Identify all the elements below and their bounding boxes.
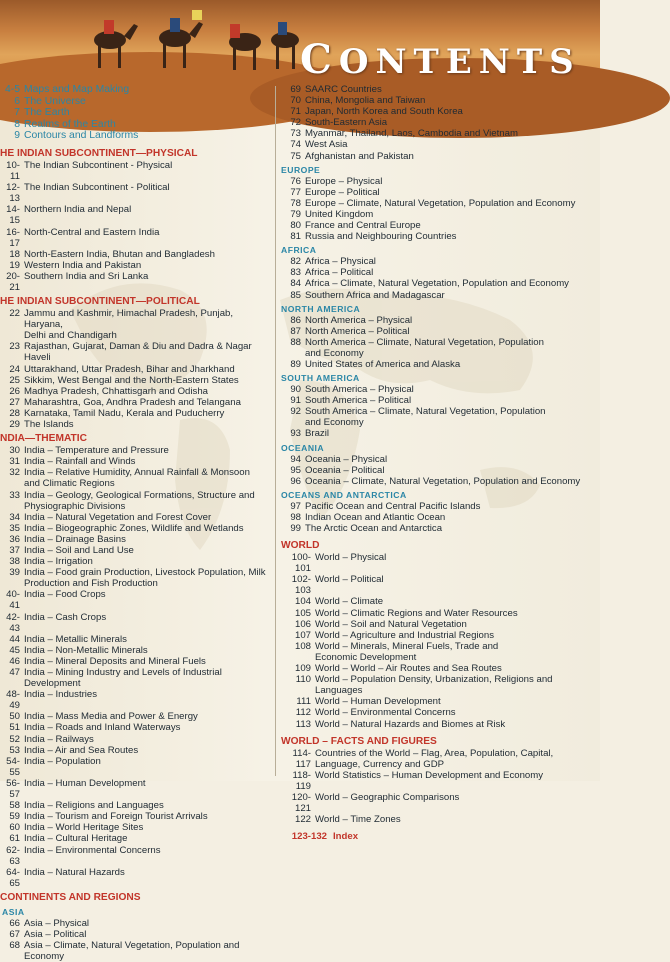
toc-entry[interactable]: 85 Southern Africa and Madagascar [290, 289, 445, 301]
toc-entry[interactable]: 78 Europe – Climate, Natural Vegetation, Population and Economy [290, 197, 576, 209]
toc-entry[interactable]: 6 The Universe [14, 95, 86, 107]
toc-entry[interactable]: 7 The Earth [14, 107, 70, 119]
toc-entry[interactable]: 94 Oceania – Physical [290, 453, 388, 465]
header-banner-photo [0, 0, 600, 83]
toc-entry[interactable]: 98 Indian Ocean and Atlantic Ocean [290, 511, 446, 523]
toc-entry[interactable]: 33 India – Geology, Geological Formations, Structure and Physiographic Divisions [9, 489, 255, 512]
toc-entry[interactable]: 71 Japan, North Korea and South Korea [290, 106, 463, 118]
toc-entry[interactable]: 29 The Islands [9, 419, 74, 431]
toc-entry[interactable]: 70 China, Mongolia and Taiwan [290, 95, 426, 107]
toc-entry[interactable]: 93 Brazil [290, 428, 329, 440]
toc-entry[interactable]: 24 Uttarakhand, Uttar Pradesh, Bihar and Jharkhand [9, 363, 235, 375]
south-america-list [281, 384, 597, 439]
toc-entry[interactable]: 86 North America – Physical [290, 314, 413, 326]
toc-entry[interactable]: 35 India – Biogeographic Zones, Wildlife and Wetlands [9, 522, 244, 534]
column-divider [275, 86, 276, 776]
toc-entry[interactable]: 47 India – Mining Industry and Levels of Industrial Development [9, 667, 222, 690]
toc-entry[interactable]: 56-57 India – Human Development [6, 777, 146, 801]
toc-entry[interactable]: 45 India – Non-Metallic Minerals [9, 644, 148, 656]
toc-entry[interactable]: 89 United States of America and Alaska [290, 358, 461, 370]
toc-entry[interactable]: 34 India – Natural Vegetation and Forest Cover [9, 511, 212, 523]
toc-entry[interactable]: 37 India – Soil and Land Use [9, 544, 134, 556]
toc-entry[interactable]: 72 South-Eastern Asia [290, 117, 388, 129]
toc-entry[interactable]: 61 India – Cultural Heritage [9, 833, 128, 845]
toc-entry[interactable]: 9 Contours and Landforms [14, 130, 139, 142]
toc-entry[interactable]: 80 France and Central Europe [290, 220, 421, 232]
toc-entry[interactable]: 120-121 World – Geographic Comparisons [291, 791, 460, 815]
toc-entry[interactable]: 87 North America – Political [290, 325, 410, 337]
toc-entry[interactable]: 76 Europe – Physical [290, 175, 383, 187]
world-list [281, 552, 597, 730]
toc-entry[interactable]: 46 India – Mineral Deposits and Mineral Fuels [9, 655, 206, 667]
toc-entry-index[interactable]: 123-132 Index [291, 831, 359, 843]
toc-entry[interactable]: 118-119 World Statistics – Human Development and Economy [292, 769, 544, 792]
toc-entry[interactable]: 95 Oceania – Political [290, 464, 385, 476]
toc-entry[interactable]: 58 India – Religions and Languages [9, 800, 164, 812]
toc-entry[interactable]: 111 World – Human Development [296, 696, 441, 708]
subsection-heading-europe: EUROPE [281, 164, 321, 175]
toc-entry[interactable]: 31 India – Rainfall and Winds [9, 456, 136, 468]
toc-entry[interactable]: 74 West Asia [290, 139, 348, 151]
subsection-heading-africa: AFRICA [281, 245, 317, 256]
toc-entry[interactable]: 91 South America – Political [290, 395, 412, 407]
toc-entry[interactable]: 59 India – Tourism and Foreign Tourist Arrivals [9, 811, 208, 823]
toc-entry[interactable]: 20-21 Southern India and Sri Lanka [6, 270, 149, 293]
toc-entry[interactable]: 12-13 The Indian Subcontinent - Political [6, 182, 170, 205]
toc-entry[interactable]: 10-11 The Indian Subcontinent - Physical [6, 159, 173, 183]
toc-entry[interactable]: 84 Africa – Climate, Natural Vegetation, Population and Economy [290, 278, 569, 290]
toc-entry[interactable]: 105 World – Climatic Regions and Water Resources [294, 607, 518, 619]
toc-entry[interactable]: 18 North-Eastern India, Bhutan and Bangladesh [9, 248, 215, 260]
toc-entry[interactable]: 97 Pacific Ocean and Central Pacific Islands [290, 500, 481, 512]
toc-entry[interactable]: 62-63 India – Environmental Concerns [6, 844, 161, 867]
toc-entry[interactable]: 75 Afghanistan and Pakistan [290, 150, 414, 162]
toc-entry[interactable]: 109 World – World – Air Routes and Sea Routes [294, 663, 502, 675]
toc-entry[interactable]: 102-103 World – Political [291, 574, 384, 597]
toc-entry[interactable]: 4-5 Maps and Map Making [4, 84, 130, 95]
toc-entry[interactable]: 69 SAARC Countries [290, 84, 382, 95]
toc-entry[interactable]: 44 India – Metallic Minerals [9, 633, 127, 645]
toc-entry[interactable]: 81 Russia and Neighbouring Countries [290, 231, 457, 243]
toc-entry[interactable]: 8 Realms of the Earth [14, 118, 116, 130]
toc-entry[interactable]: 100-101 World – Physical [291, 552, 387, 575]
toc-entry[interactable]: 64-65 India – Natural Hazards [6, 866, 125, 889]
toc-entry[interactable]: 88 North America – Climate, Natural Vegetation, Population and Economy [290, 336, 544, 359]
asia-list-left [0, 918, 272, 962]
subsection-heading-oceania: OCEANIA [281, 442, 325, 453]
section-heading-physical: HE INDIAN SUBCONTINENT—PHYSICAL [0, 147, 198, 159]
toc-entry[interactable]: 26 Madhya Pradesh, Chhattisgarh and Odisha [9, 385, 208, 397]
toc-entry[interactable]: 77 Europe – Political [290, 186, 380, 198]
toc-entry[interactable]: 14-15 Northern India and Nepal [6, 204, 132, 227]
asia-list-right [281, 84, 597, 162]
page-title: CONTENTS [300, 36, 581, 83]
oceania-list [281, 454, 597, 487]
toc-entry[interactable]: 32 India – Relative Humidity, Annual Rainfall & Monsoon and Climatic Regions [9, 467, 250, 490]
left-column [0, 84, 272, 962]
toc-entry[interactable]: 54-55 India – Population [6, 755, 101, 778]
toc-entry[interactable]: 52 India – Railways [9, 733, 94, 745]
section-heading-continents: CONTINENTS AND REGIONS [0, 891, 141, 903]
toc-entry[interactable]: 42-43 India – Cash Crops [6, 611, 107, 634]
toc-entry[interactable]: 51 India – Roads and Inland Waterways [9, 722, 181, 734]
toc-entry[interactable]: 66 Asia – Physical [9, 917, 90, 929]
toc-entry[interactable]: 96 Oceania – Climate, Natural Vegetation, Population and Economy [290, 475, 581, 487]
toc-entry[interactable]: 60 India – World Heritage Sites [9, 822, 144, 834]
toc-entry[interactable]: 73 Myanmar, Thailand, Laos, Cambodia and Vietnam [290, 128, 518, 140]
toc-entry[interactable]: 67 Asia – Political [9, 928, 87, 940]
toc-entry[interactable]: 48-49 India – Industries [6, 689, 98, 712]
toc-entry[interactable]: 82 Africa – Physical [290, 256, 376, 268]
toc-entry[interactable]: 79 United Kingdom [290, 208, 374, 220]
africa-list [281, 256, 597, 300]
toc-entry[interactable]: 25 Sikkim, West Bengal and the North-Eastern States [9, 374, 239, 386]
toc-entry[interactable]: 104 World – Climate [294, 596, 384, 608]
toc-entry[interactable]: 110 World – Population Density, Urbanization, Religions and Languages [295, 674, 553, 697]
toc-entry[interactable]: 22 Jammu and Kashmir, Himachal Pradesh, Punjab, Haryana, Delhi and Chandigarh [9, 308, 234, 342]
toc-entry[interactable]: 40-41 India – Food Crops [6, 589, 106, 612]
physical-list [0, 160, 272, 293]
subsection-heading-asia: ASIA [2, 906, 25, 917]
toc-entry[interactable]: 50 India – Mass Media and Power & Energy [9, 711, 198, 723]
toc-entry[interactable]: 108 World – Minerals, Mineral Fuels, Trade and Economic Development [294, 640, 499, 663]
subsection-heading-south-america: SOUTH AMERICA [281, 373, 360, 384]
toc-entry[interactable]: 113 World – Natural Hazards and Biomes at Risk [295, 718, 506, 730]
toc-entry[interactable]: 27 Maharashtra, Goa, Andhra Pradesh and Telangana [9, 396, 241, 408]
toc-entry[interactable]: 23 Rajasthan, Gujarat, Daman & Diu and Dadra & Nagar Haveli [9, 341, 252, 364]
section-heading-thematic: NDIA—THEMATIC [0, 433, 87, 445]
europe-list [281, 176, 597, 243]
political-list [0, 308, 272, 430]
north-america-list [281, 315, 597, 370]
toc-entry[interactable]: 28 Karnataka, Tamil Nadu, Kerala and Puducherry [9, 407, 225, 419]
right-column [281, 84, 597, 842]
toc-entry[interactable]: 99 The Arctic Ocean and Antarctica [290, 523, 443, 534]
toc-entry[interactable]: 30 India – Temperature and Pressure [9, 445, 169, 457]
toc-entry[interactable]: 92 South America – Climate, Natural Vegetation, Population and Economy [290, 406, 546, 429]
toc-entry[interactable]: 39 India – Food grain Production, Livestock Population, Milk Production and Fish Production [9, 567, 266, 590]
toc-entry[interactable]: 122 World – Time Zones [294, 814, 401, 826]
oceans-list [281, 501, 597, 534]
camel-caravan-image [80, 0, 310, 75]
toc-entry[interactable]: 107 World – Agriculture and Industrial Regions [294, 629, 495, 641]
toc-entry[interactable]: 106 World – Soil and Natural Vegetation [294, 618, 467, 630]
toc-entry[interactable]: 16-17 North-Central and Eastern India [6, 226, 160, 249]
thematic-list [0, 445, 272, 889]
toc-entry[interactable]: 90 South America – Physical [290, 384, 414, 396]
facts-list [281, 748, 597, 826]
toc-entry[interactable]: 68 Asia – Climate, Natural Vegetation, Population and Economy [9, 940, 240, 962]
toc-entry[interactable]: 19 Western India and Pakistan [9, 259, 142, 271]
toc-entry[interactable]: 114-117 Countries of the World – Flag, Area, Population, Capital, Language, Currency and GDP [292, 747, 554, 770]
section-heading-world: WORLD [281, 540, 320, 552]
toc-entry[interactable]: 38 India – Irrigation [9, 556, 93, 568]
toc-entry[interactable]: 53 India – Air and Sea Routes [9, 744, 139, 756]
toc-entry[interactable]: 36 India – Drainage Basins [9, 533, 126, 545]
toc-entry[interactable]: 83 Africa – Political [290, 267, 374, 279]
section-heading-facts: WORLD – FACTS AND FIGURES [281, 735, 437, 747]
section-heading-political: HE INDIAN SUBCONTINENT—POLITICAL [0, 296, 200, 308]
subsection-heading-north-america: NORTH AMERICA [281, 303, 361, 314]
subsection-heading-oceans: OCEANS AND ANTARCTICA [281, 489, 407, 500]
intro-list [0, 84, 272, 142]
toc-entry[interactable]: 112 World – Environmental Concerns [295, 707, 456, 719]
